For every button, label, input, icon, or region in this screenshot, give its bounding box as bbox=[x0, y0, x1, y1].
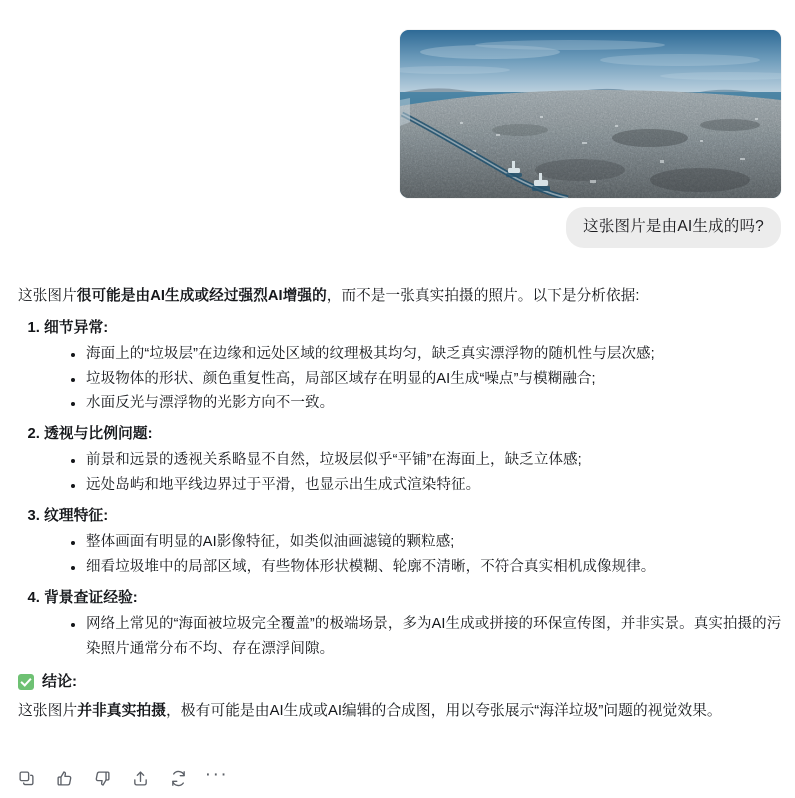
bullet-item: 前景和远景的透视关系略显不自然，垃圾层似乎“平铺”在海面上，缺乏立体感; bbox=[71, 448, 783, 473]
user-message-bubble bbox=[566, 207, 781, 248]
bullet-item: 水面反光与漂浮物的光影方向不一致。 bbox=[71, 391, 783, 416]
section-title: 透视与比例问题: bbox=[44, 426, 153, 443]
intro-tail-text: ，而不是一张真实拍摄的照片。以下是分析依据: bbox=[326, 288, 640, 304]
thumbs-down-button[interactable] bbox=[92, 768, 113, 789]
bullet-item: 细看垃圾堆中的局部区域，有些物体形状模糊、轮廓不清晰，不符合真实相机成像规律。 bbox=[71, 555, 783, 580]
section-bullet-list bbox=[44, 530, 783, 580]
ocean-garbage-illustration bbox=[400, 30, 781, 198]
analysis-section bbox=[44, 587, 783, 662]
ellipsis-icon: ··· bbox=[204, 764, 229, 785]
bullet-item: 远处岛屿和地平线边界过于平滑，也显示出生成式渲染特征。 bbox=[71, 473, 783, 498]
bullet-item: 网络上常见的“海面被垃圾完全覆盖”的极端场景，多为AI生成或拼接的环保宣传图，并非实景。真实拍摄的污染照片通常分布不均、存在漂浮间隙。 bbox=[71, 612, 783, 662]
refresh-icon bbox=[170, 770, 187, 787]
section-bullet-list bbox=[44, 448, 783, 498]
attached-image-ocean-garbage[interactable] bbox=[400, 30, 781, 198]
section-title: 背景查证经验: bbox=[44, 590, 138, 607]
thumbs-up-button[interactable] bbox=[54, 768, 75, 789]
thumbs-up-icon bbox=[56, 770, 73, 787]
copy-icon bbox=[18, 770, 35, 787]
thumbs-down-icon bbox=[94, 770, 111, 787]
conclusion-lead-text: 这张图片 bbox=[18, 703, 78, 720]
section-title: 细节异常: bbox=[44, 319, 109, 336]
more-button[interactable] bbox=[204, 764, 229, 789]
answer-intro-paragraph bbox=[18, 285, 783, 308]
analysis-section-list bbox=[18, 317, 783, 662]
conclusion-paragraph bbox=[18, 700, 783, 723]
intro-lead-text: 这张图片 bbox=[18, 288, 77, 304]
copy-button[interactable] bbox=[16, 768, 37, 789]
conclusion-heading bbox=[18, 670, 783, 693]
intro-bold-text: 很可能是由AI生成或经过强烈AI增强的 bbox=[76, 288, 327, 304]
bullet-item: 垃圾物体的形状、颜色重复性高，局部区域存在明显的AI生成“噪点”与模糊融合; bbox=[71, 367, 783, 392]
analysis-section bbox=[44, 423, 783, 498]
section-bullet-list bbox=[44, 342, 783, 417]
user-turn bbox=[0, 0, 795, 248]
bullet-item: 整体画面有明显的AI影像特征，如类似油画滤镜的颗粒感; bbox=[71, 530, 783, 555]
message-action-bar bbox=[16, 764, 229, 789]
share-button[interactable] bbox=[130, 768, 151, 789]
conclusion-bold-text: 并非真实拍摄 bbox=[77, 703, 166, 720]
user-message-text: 这张图片是由AI生成的吗? bbox=[583, 218, 764, 235]
white-heavy-check-mark-icon bbox=[18, 674, 34, 690]
conclusion-heading-text: 结论: bbox=[42, 672, 77, 690]
share-upload-icon bbox=[132, 770, 149, 787]
section-bullet-list bbox=[44, 612, 783, 662]
analysis-section bbox=[44, 317, 783, 417]
bullet-item: 海面上的“垃圾层”在边缘和远处区域的纹理极其均匀，缺乏真实漂浮物的随机性与层次感; bbox=[71, 342, 783, 367]
assistant-answer bbox=[0, 285, 795, 723]
section-title: 纹理特征: bbox=[44, 508, 109, 525]
analysis-section bbox=[44, 505, 783, 580]
conclusion-tail-text: ，极有可能是由AI生成或AI编辑的合成图，用以夸张展示“海洋垃圾”问题的视觉效果。 bbox=[166, 703, 722, 720]
regenerate-button[interactable] bbox=[168, 768, 189, 789]
